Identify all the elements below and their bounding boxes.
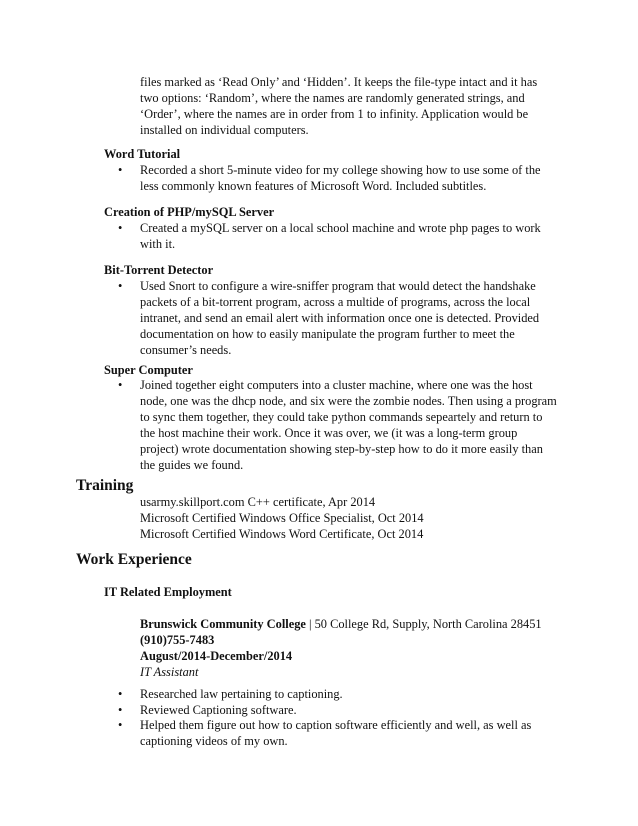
- text-line: project) wrote documentation showing step-by-step how to do it more easily than: [140, 442, 543, 456]
- bullet-glyph: •: [118, 378, 123, 392]
- project-title-word-tutorial: Word Tutorial: [104, 147, 181, 161]
- bullet-glyph: •: [118, 718, 123, 732]
- text-line: the host machine their work. Once it was over, we (it was a long-term group: [140, 426, 518, 440]
- training-list: [140, 494, 560, 542]
- text-line: to sync them together, they could take python commands sepeartely and return to: [140, 410, 543, 424]
- employer-address: | 50 College Rd, Supply, North Carolina 28451: [305, 617, 542, 631]
- project-description: [140, 162, 560, 194]
- project-title-bit-torrent-detector: Bit-Torrent Detector: [104, 263, 214, 277]
- bullet-glyph: •: [118, 687, 123, 701]
- employment-dates: August/2014-December/2014: [140, 649, 293, 663]
- bullet-glyph: •: [118, 163, 123, 177]
- text-line: with it.: [140, 237, 176, 251]
- duty-text: [140, 686, 560, 702]
- text-line: Joined together eight computers into a cluster machine, where one was the host: [140, 378, 533, 392]
- text-line: ‘Order’, where the names are in order from 1 to infinity. Application would be: [140, 107, 529, 121]
- training-item: Microsoft Certified Windows Office Specialist, Oct 2014: [140, 511, 424, 525]
- text-line: Helped them figure out how to caption software efficiently and well, as well as: [140, 718, 532, 732]
- project-title-super-computer: Super Computer: [104, 363, 193, 377]
- text-line: two options: ‘Random’, where the names are randomly generated strings, and: [140, 91, 525, 105]
- text-line: the guides we found.: [140, 458, 244, 472]
- text-line: intranet, and send an email alert with information once one is detected. Provided: [140, 311, 540, 325]
- text-line: Reviewed Captioning software.: [140, 703, 297, 717]
- duty-text: [140, 717, 560, 749]
- text-line: Recorded a short 5-minute video for my college showing how to use some of the: [140, 163, 541, 177]
- employer-phone: (910)755-7483: [140, 633, 215, 647]
- text-line: consumer’s needs.: [140, 343, 232, 357]
- duty-text: [140, 702, 560, 718]
- text-line: packets of a bit-torrent program, across a multide of programs, across the local: [140, 295, 531, 309]
- text-line: node, one was the dhcp node, and six were the zombie nodes. Then using a program: [140, 394, 557, 408]
- text-line: files marked as ‘Read Only’ and ‘Hidden’. It keeps the file-type intact and it has: [140, 75, 538, 89]
- subheading-it-employment: IT Related Employment: [104, 585, 232, 599]
- section-heading-work-experience: Work Experience: [76, 551, 192, 568]
- project-description: [140, 377, 560, 473]
- text-line: captioning videos of my own.: [140, 734, 288, 748]
- employer-block: [140, 616, 560, 680]
- project-description: [140, 220, 560, 252]
- text-line: documentation on how to easily manipulate the program further to meet the: [140, 327, 515, 341]
- text-line: installed on individual computers.: [140, 123, 309, 137]
- text-line: Created a mySQL server on a local school machine and wrote php pages to work: [140, 221, 541, 235]
- bullet-glyph: •: [118, 703, 123, 717]
- continued-paragraph: [140, 74, 560, 138]
- text-line: Used Snort to configure a wire-sniffer program that would detect the handshake: [140, 279, 536, 293]
- employer-name: Brunswick Community College: [140, 617, 306, 631]
- project-title-php-mysql: Creation of PHP/mySQL Server: [104, 205, 275, 219]
- training-item: Microsoft Certified Windows Word Certificate, Oct 2014: [140, 527, 424, 541]
- bullet-glyph: •: [118, 279, 123, 293]
- text-line: less commonly known features of Microsoft Word. Included subtitles.: [140, 179, 487, 193]
- project-description: [140, 278, 560, 358]
- section-heading-training: Training: [76, 477, 134, 494]
- training-item: usarmy.skillport.com C++ certificate, Apr 2014: [140, 495, 376, 509]
- employer-line: [140, 616, 560, 632]
- text-line: Researched law pertaining to captioning.: [140, 687, 343, 701]
- job-title: IT Assistant: [140, 665, 199, 679]
- bullet-glyph: •: [118, 221, 123, 235]
